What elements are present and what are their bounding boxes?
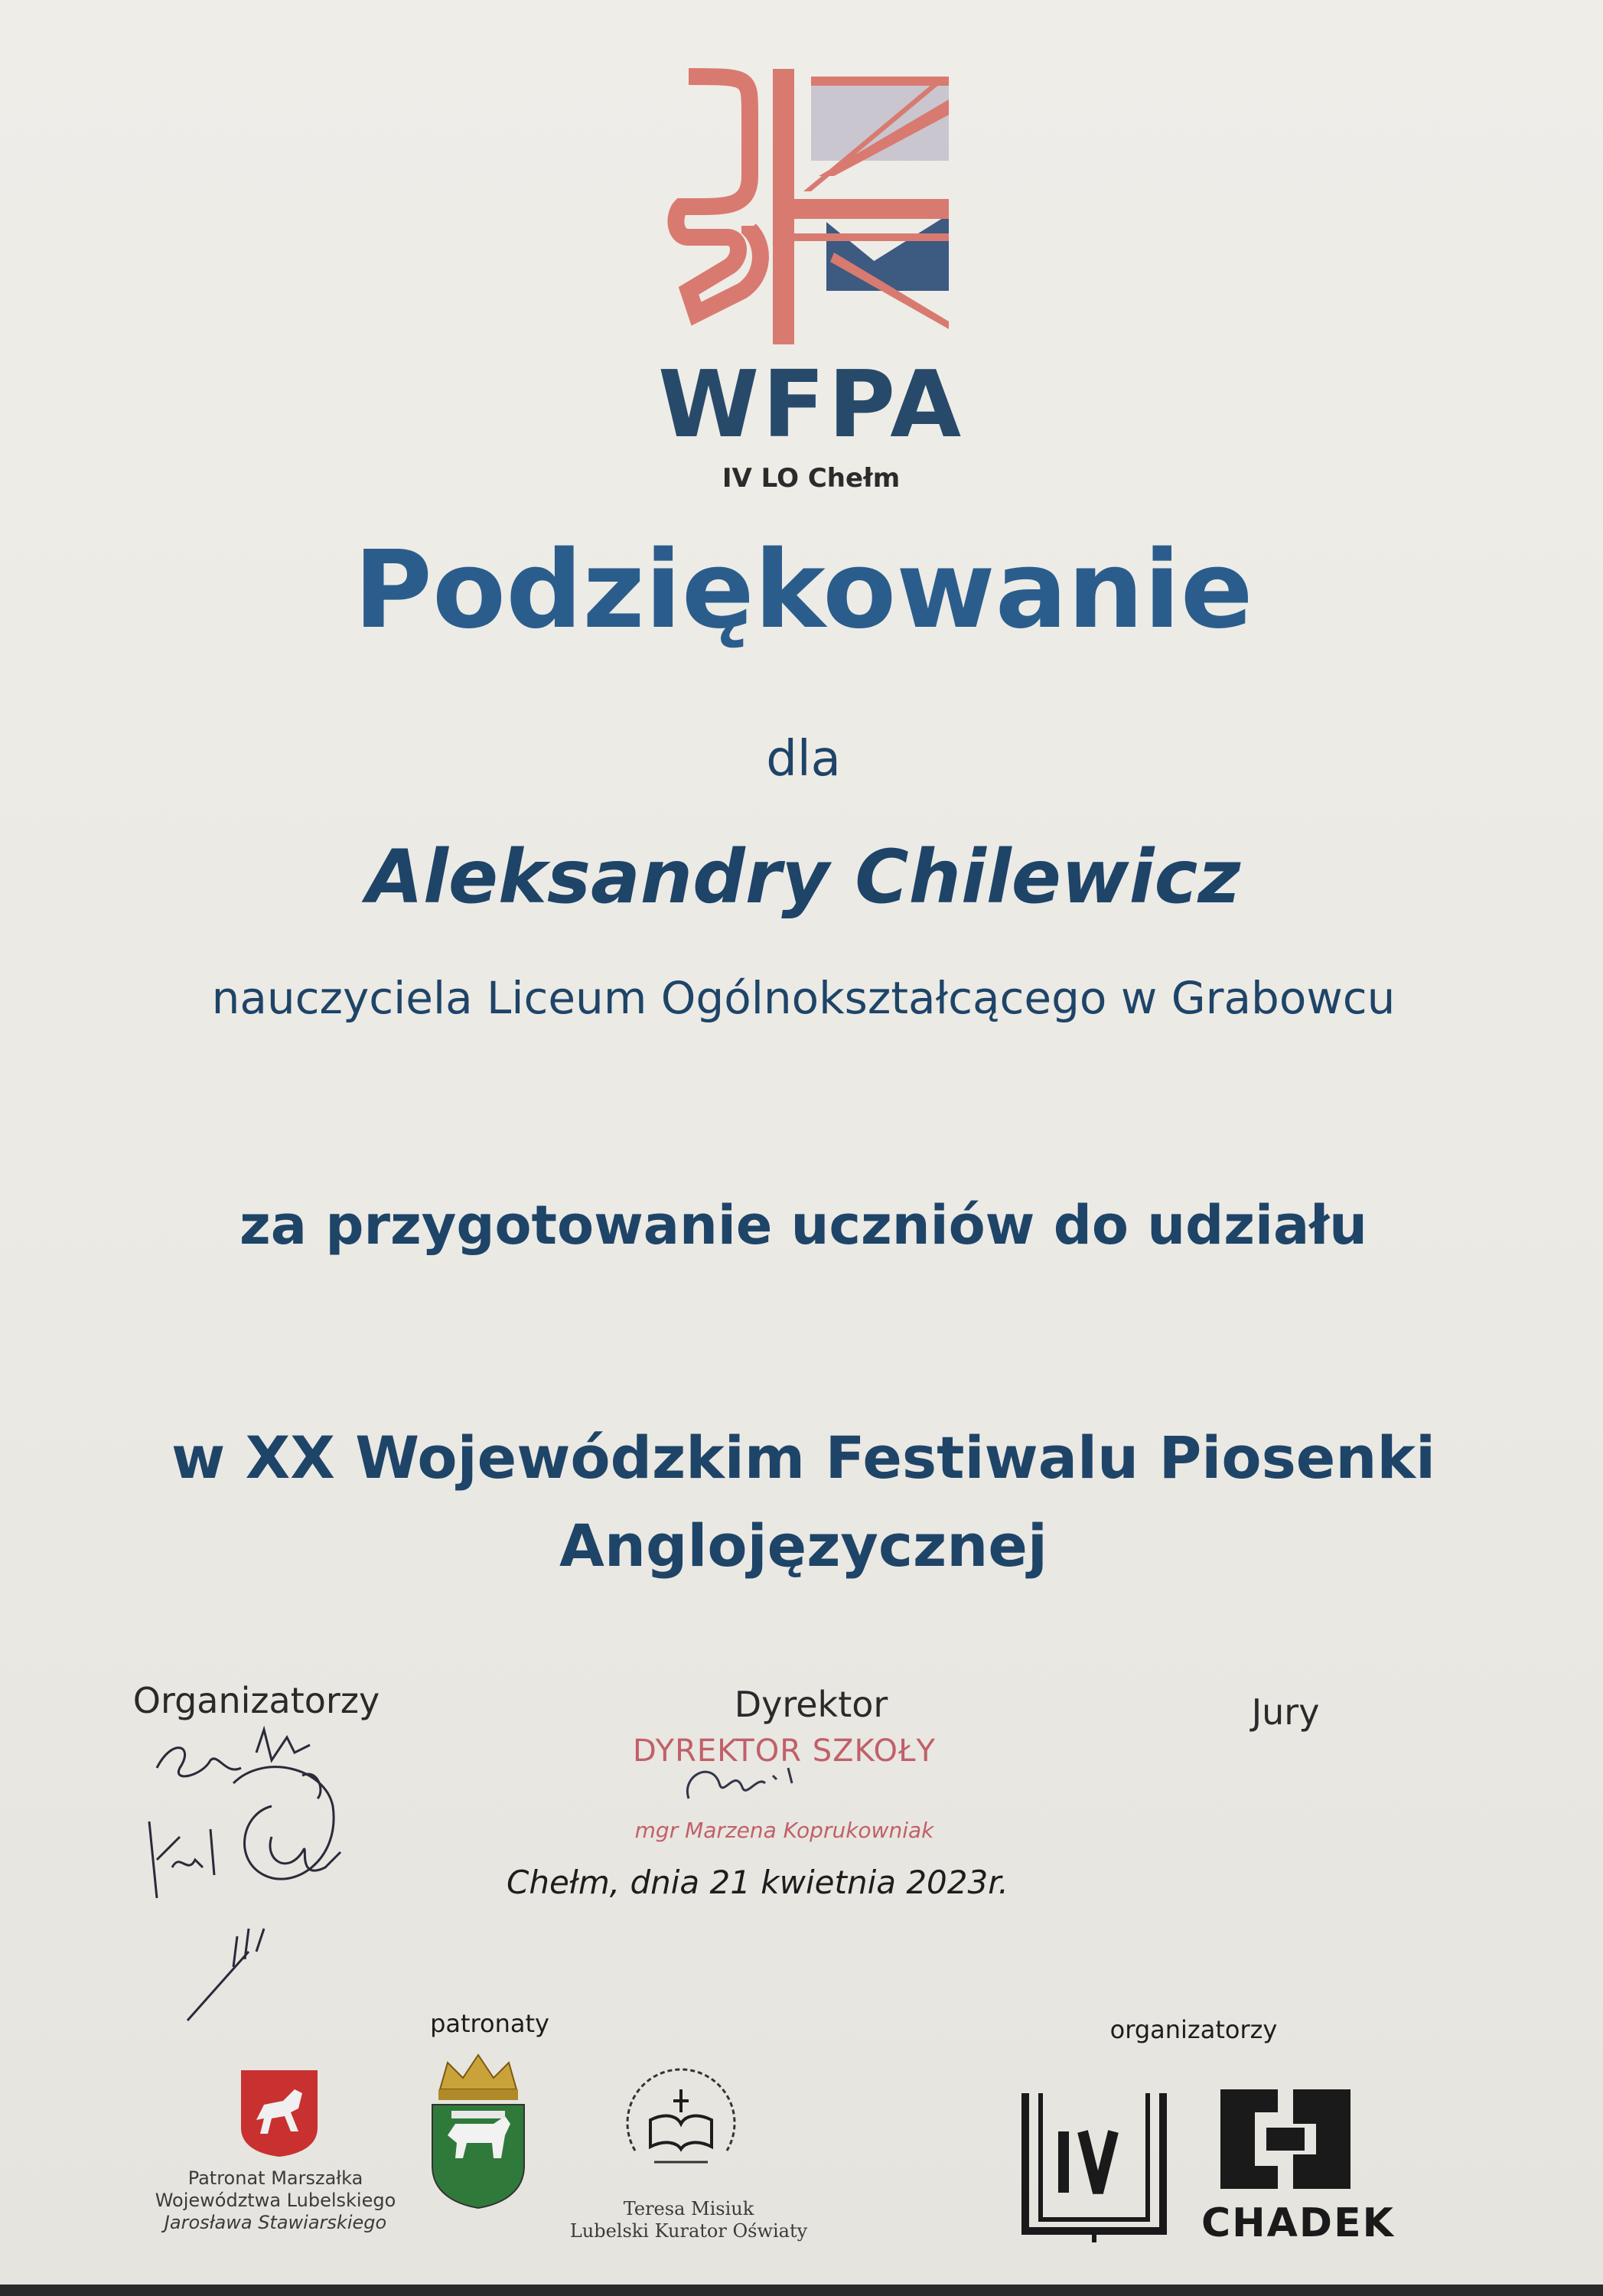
footer-organizers-label: organizatorzy [1109,2015,1278,2044]
marshal-caption-line-2: Województwa Lubelskiego [155,2189,396,2211]
lubelskie-coat-of-arms-icon [237,2066,321,2158]
marshal-caption [138,2167,413,2233]
director-stamp-name: mgr Marzena Koprukowniak [634,1818,934,1843]
liceum-iv-logo-icon [1010,2078,1178,2246]
marshal-caption-line-1: Patronat Marszałka [187,2167,363,2189]
festival-line-2: Anglojęzycznej [559,1512,1047,1580]
certificate-title: Podziękowanie [354,528,1253,653]
chadek-logo-icon [1213,2082,1358,2197]
organizer-signatures-icon [142,1722,417,2043]
logo-name: WFPA [657,352,965,458]
table-edge [0,2285,1603,2296]
kuratorium-seal-icon [604,2059,758,2189]
place-date: Chełm, dnia 21 kwietnia 2023r. [507,1864,1008,1901]
director-stamp-title: DYREKTOR SZKOŁY [633,1733,936,1769]
curator-caption [559,2198,819,2242]
patronage-label: patronaty [430,2009,549,2038]
wfpa-logo-icon [658,61,964,352]
curator-caption-line-2: Lubelski Kurator Oświaty [569,2219,808,2242]
marshal-caption-line-3: Jarosława Stawiarskiego [164,2211,387,2233]
recipient-name: Aleksandry Chilewicz [366,834,1241,920]
director-signature-icon [673,1753,842,1821]
logo-subtitle: IV LO Chełm [722,463,901,494]
director-label: Dyrektor [734,1684,888,1725]
organizers-label: Organizatorzy [132,1680,380,1721]
award-reason: za przygotowanie uczniów do udziału [239,1194,1367,1257]
for-word: dla [766,731,841,788]
curator-caption-line-1: Teresa Misiuk [623,2198,754,2219]
recipient-role: nauczyciela Liceum Ogólnokształcącego w Grabowcu [211,972,1396,1024]
chadek-wordmark: CHADEK [1201,2200,1395,2246]
chelm-coat-of-arms-icon [425,2051,532,2212]
jury-label: Jury [1251,1691,1320,1733]
festival-line-1: w XX Wojewódzkim Festiwalu Piosenki [171,1424,1436,1492]
